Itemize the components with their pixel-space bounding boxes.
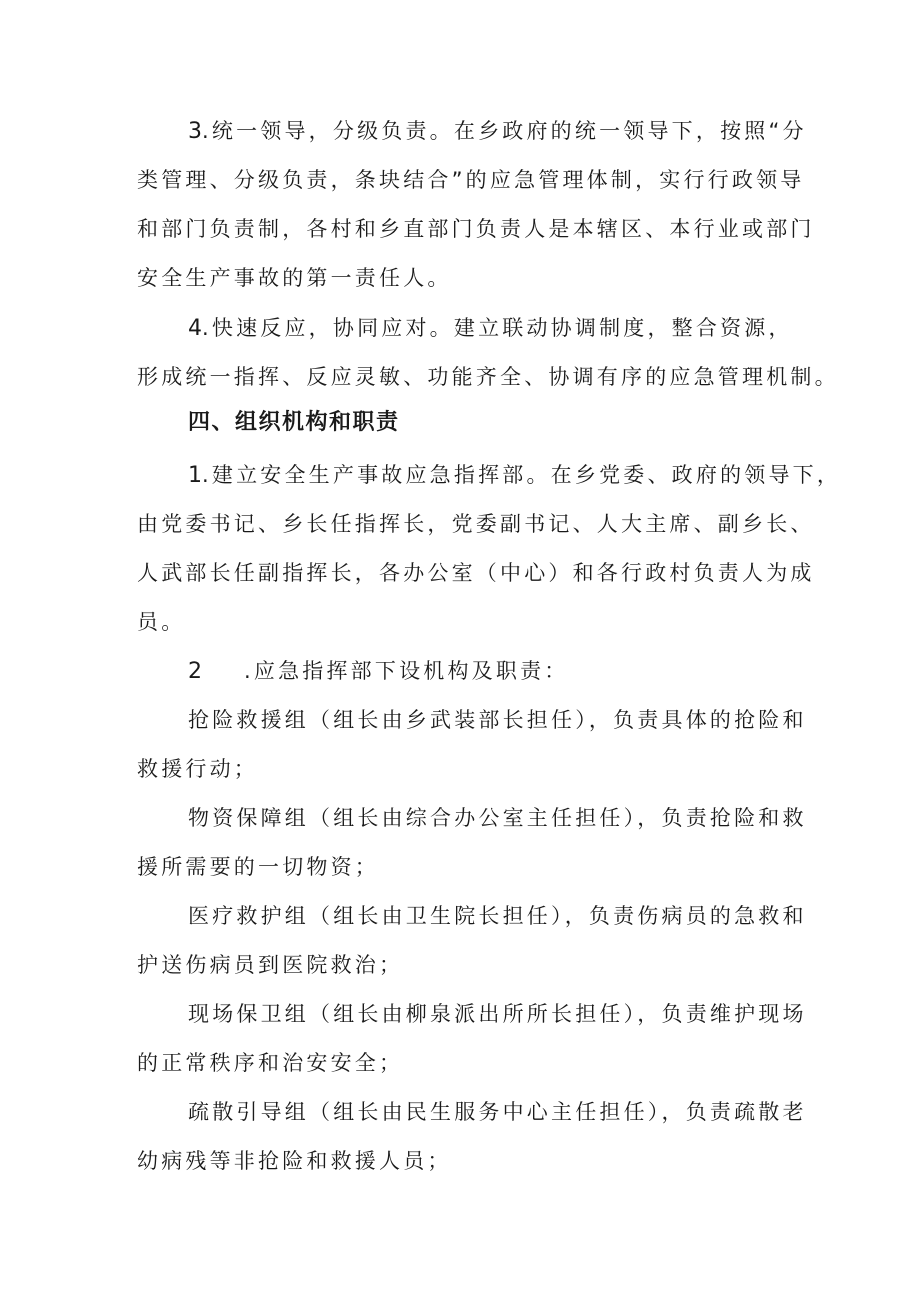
group-security-line-1: 现场保卫组（组长由柳泉派出所所长担任），负责维护现场 <box>188 1002 807 1026</box>
paragraph-3-line-1: 3.统一领导，分级负责。在乡政府的统一领导下，按照“分 <box>188 119 807 144</box>
group-rescue-line-2: 救援行动； <box>137 757 258 781</box>
paragraph-2-line-1: 2 .应急指挥部下设机构及职责： <box>188 656 568 687</box>
paragraph-3-line-3: 和部门负责制，各村和乡直部门负责人是本辖区、本行业或部门 <box>137 217 815 241</box>
paragraph-1-line-2: 由党委书记、乡长任指挥长，党委副书记、人大主席、副乡长、 <box>137 512 815 536</box>
paragraph-1-number: 1 <box>188 463 202 488</box>
paragraph-3-line-4: 安全生产事故的第一责任人。 <box>137 266 452 290</box>
paragraph-3-line-2: 类管理、分级负责，条块结合”的应急管理体制，实行行政领导 <box>137 168 805 192</box>
group-security-line-2: 的正常秩序和治安安全； <box>137 1051 404 1075</box>
paragraph-1-line-1: 1.建立安全生产事故应急指挥部。在乡党委、政府的领导下， <box>188 463 842 488</box>
paragraph-3-number: 3 <box>188 119 202 144</box>
paragraph-1-line-4: 员。 <box>137 610 186 634</box>
group-supplies-line-2: 援所需要的一切物资； <box>137 855 379 879</box>
group-medical-line-2: 护送伤病员到医院救治； <box>137 953 404 977</box>
group-evacuation-line-1: 疏散引导组（组长由民生服务中心主任担任），负责疏散老 <box>188 1100 807 1124</box>
paragraph-1-line-3: 人武部长任副指挥长，各办公室（中心）和各行政村负责人为成 <box>137 561 815 585</box>
paragraph-2-number: 2 <box>188 659 202 684</box>
group-rescue-line-1: 抢险救援组（组长由乡武装部长担任），负责具体的抢险和 <box>188 708 807 732</box>
paragraph-4-number: 4 <box>188 316 202 341</box>
group-medical-line-1: 医疗救护组（组长由卫生院长担任），负责伤病员的急救和 <box>188 904 807 928</box>
paragraph-4-line-1: 4.快速反应，协同应对。建立联动协调制度，整合资源， <box>188 316 793 341</box>
group-supplies-line-1: 物资保障组（组长由综合办公室主任担任），负责抢险和救 <box>188 806 807 830</box>
section-heading: 四、组织机构和职责 <box>188 410 400 435</box>
group-evacuation-line-2: 幼病残等非抢险和救援人员； <box>137 1149 452 1173</box>
paragraph-4-line-2: 形成统一指挥、反应灵敏、功能齐全、协调有序的应急管理机制。 <box>137 365 839 389</box>
